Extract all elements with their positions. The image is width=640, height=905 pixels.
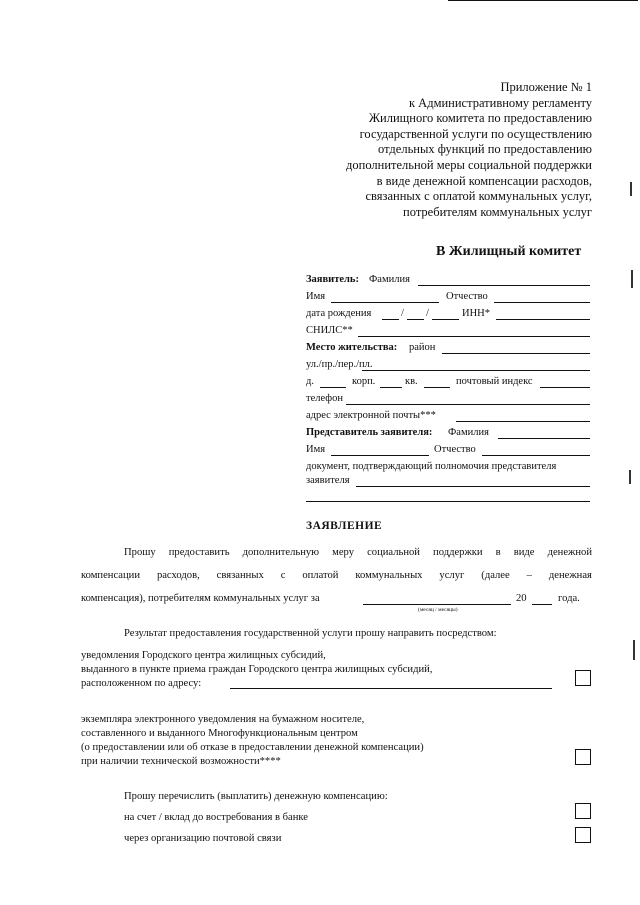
rep-surname-label: Фамилия (448, 427, 489, 438)
authority-doc-field[interactable] (356, 486, 590, 487)
header-line: к Административному регламенту (408, 95, 592, 110)
statement-paragraph-line-3: компенсация), потребителям коммунальных услуг за (81, 593, 320, 604)
house-label: д. (306, 376, 314, 387)
date-slash: / (426, 308, 429, 319)
word: расходов, (156, 570, 200, 581)
rep-patronymic-label: Отчество (434, 444, 476, 455)
surname-label: Фамилия (369, 274, 410, 285)
word: дополнительную (242, 547, 320, 558)
apartment-field[interactable] (424, 387, 450, 388)
snils-label: СНИЛС** (306, 325, 353, 336)
rep-name-label: Имя (306, 444, 326, 455)
option-2-line: (о предоставлении или об отказе в предоставлении денежной компенсации) (81, 742, 424, 753)
word: предоставить (168, 547, 230, 558)
gcjs-address-field[interactable] (230, 688, 552, 689)
building-label: корп. (352, 376, 376, 387)
header-line: потребителям коммунальных услуг (403, 204, 592, 219)
name-label: Имя (306, 291, 326, 302)
date-slash: / (401, 308, 404, 319)
birthdate-label: дата рождения (306, 308, 372, 319)
inn-field[interactable] (496, 319, 590, 320)
inn-label: ИНН* (462, 308, 490, 319)
statement-title: ЗАЯВЛЕНИЕ (306, 520, 383, 532)
word: денежной (547, 547, 592, 558)
rep-patronymic-field[interactable] (482, 455, 590, 456)
patronymic-label: Отчество (446, 291, 488, 302)
representative-label: Представитель заявителя: (306, 427, 433, 438)
email-label: адрес электронной почты*** (306, 410, 436, 421)
word: поддержки (433, 547, 483, 558)
word: – (526, 570, 532, 581)
scan-mark (629, 470, 631, 484)
word: (далее (481, 570, 510, 581)
top-edge-line (448, 0, 638, 1)
option-1-checkbox[interactable] (575, 670, 591, 686)
option-2-line: при наличии технической возможности**** (81, 756, 281, 767)
year-prefix: 20 (516, 593, 527, 604)
month-field[interactable] (363, 604, 511, 605)
postcode-field[interactable] (540, 387, 590, 388)
addressee: В Жилищный комитет (436, 244, 582, 259)
option-1-line: уведомления Городского центра жилищных субсидий, (81, 650, 326, 661)
scan-mark (631, 270, 633, 288)
year-suffix: года. (558, 593, 580, 604)
rep-surname-field[interactable] (498, 438, 590, 439)
header-line: Жилищного комитета по предоставлению (368, 111, 592, 126)
header-line: связанных с оплатой коммунальных услуг, (365, 189, 592, 204)
appendix-header (292, 80, 592, 220)
scan-mark (633, 640, 635, 660)
statement-paragraph-line-2 (81, 570, 592, 582)
header-line: Приложение № 1 (500, 80, 592, 94)
header-line: дополнительной меры социальной поддержки (346, 157, 592, 172)
header-line: в виде денежной компенсации расходов, (376, 173, 592, 188)
applicant-label: Заявитель: (306, 274, 359, 285)
snils-field[interactable] (358, 336, 590, 337)
payment-line: Прошу перечислить (выплатить) денежную компенсацию: (124, 791, 388, 802)
word: виде (513, 547, 535, 558)
word: Прошу (124, 547, 156, 558)
payment-option-post: через организацию почтовой связи (124, 833, 282, 844)
word: с (280, 570, 286, 581)
street-label: ул./пр./пер./пл. (306, 359, 373, 370)
authority-doc-field-2[interactable] (306, 501, 590, 502)
name-field[interactable] (331, 302, 439, 303)
scan-mark (630, 182, 632, 196)
street-field[interactable] (362, 370, 590, 371)
header-line: государственной услуги по осуществлению (359, 126, 592, 141)
bank-checkbox[interactable] (575, 803, 591, 819)
apartment-label: кв. (405, 376, 418, 387)
word: меру (332, 547, 355, 558)
result-delivery-line: Результат предоставления государственной услуги прошу направить посредством: (124, 628, 497, 639)
option-2-checkbox[interactable] (575, 749, 591, 765)
option-2-line: составленного и выданного Многофункциональным центром (81, 728, 358, 739)
authority-doc-label: документ, подтверждающий полномочия представителя (306, 461, 557, 472)
post-checkbox[interactable] (575, 827, 591, 843)
word: услуг (439, 570, 465, 581)
phone-label: телефон (306, 393, 343, 404)
option-1-line: выданного в пункте приема граждан Городского центра жилищных субсидий, (81, 664, 433, 675)
word: социальной (367, 547, 420, 558)
month-hint: (месяц / месяцы) (418, 607, 458, 613)
word: денежная (548, 570, 592, 581)
statement-paragraph-line-1 (124, 547, 592, 559)
year-field[interactable] (532, 604, 552, 605)
building-field[interactable] (380, 387, 402, 388)
birth-year-field[interactable] (432, 319, 459, 320)
word: компенсации (81, 570, 140, 581)
word: коммунальных (355, 570, 423, 581)
rep-name-field[interactable] (331, 455, 429, 456)
phone-field[interactable] (346, 404, 590, 405)
option-1-line: расположенном по адресу: (81, 678, 202, 689)
postcode-label: почтовый индекс (456, 376, 533, 387)
birth-month-field[interactable] (407, 319, 424, 320)
authority-doc-label-cont: заявителя (306, 475, 350, 486)
residence-label: Место жительства: (306, 342, 398, 353)
email-field[interactable] (456, 421, 590, 422)
surname-field[interactable] (418, 285, 590, 286)
header-line: отдельных функций по предоставлению (378, 142, 592, 157)
district-label: район (409, 342, 436, 353)
payment-option-bank: на счет / вклад до востребования в банке (124, 812, 308, 823)
house-field[interactable] (320, 387, 346, 388)
district-field[interactable] (442, 353, 590, 354)
word: в (495, 547, 501, 558)
word: связанных (216, 570, 264, 581)
birth-day-field[interactable] (382, 319, 399, 320)
patronymic-field[interactable] (494, 302, 590, 303)
word: оплатой (302, 570, 339, 581)
option-2-line: экземпляра электронного уведомления на бумажном носителе, (81, 714, 365, 725)
